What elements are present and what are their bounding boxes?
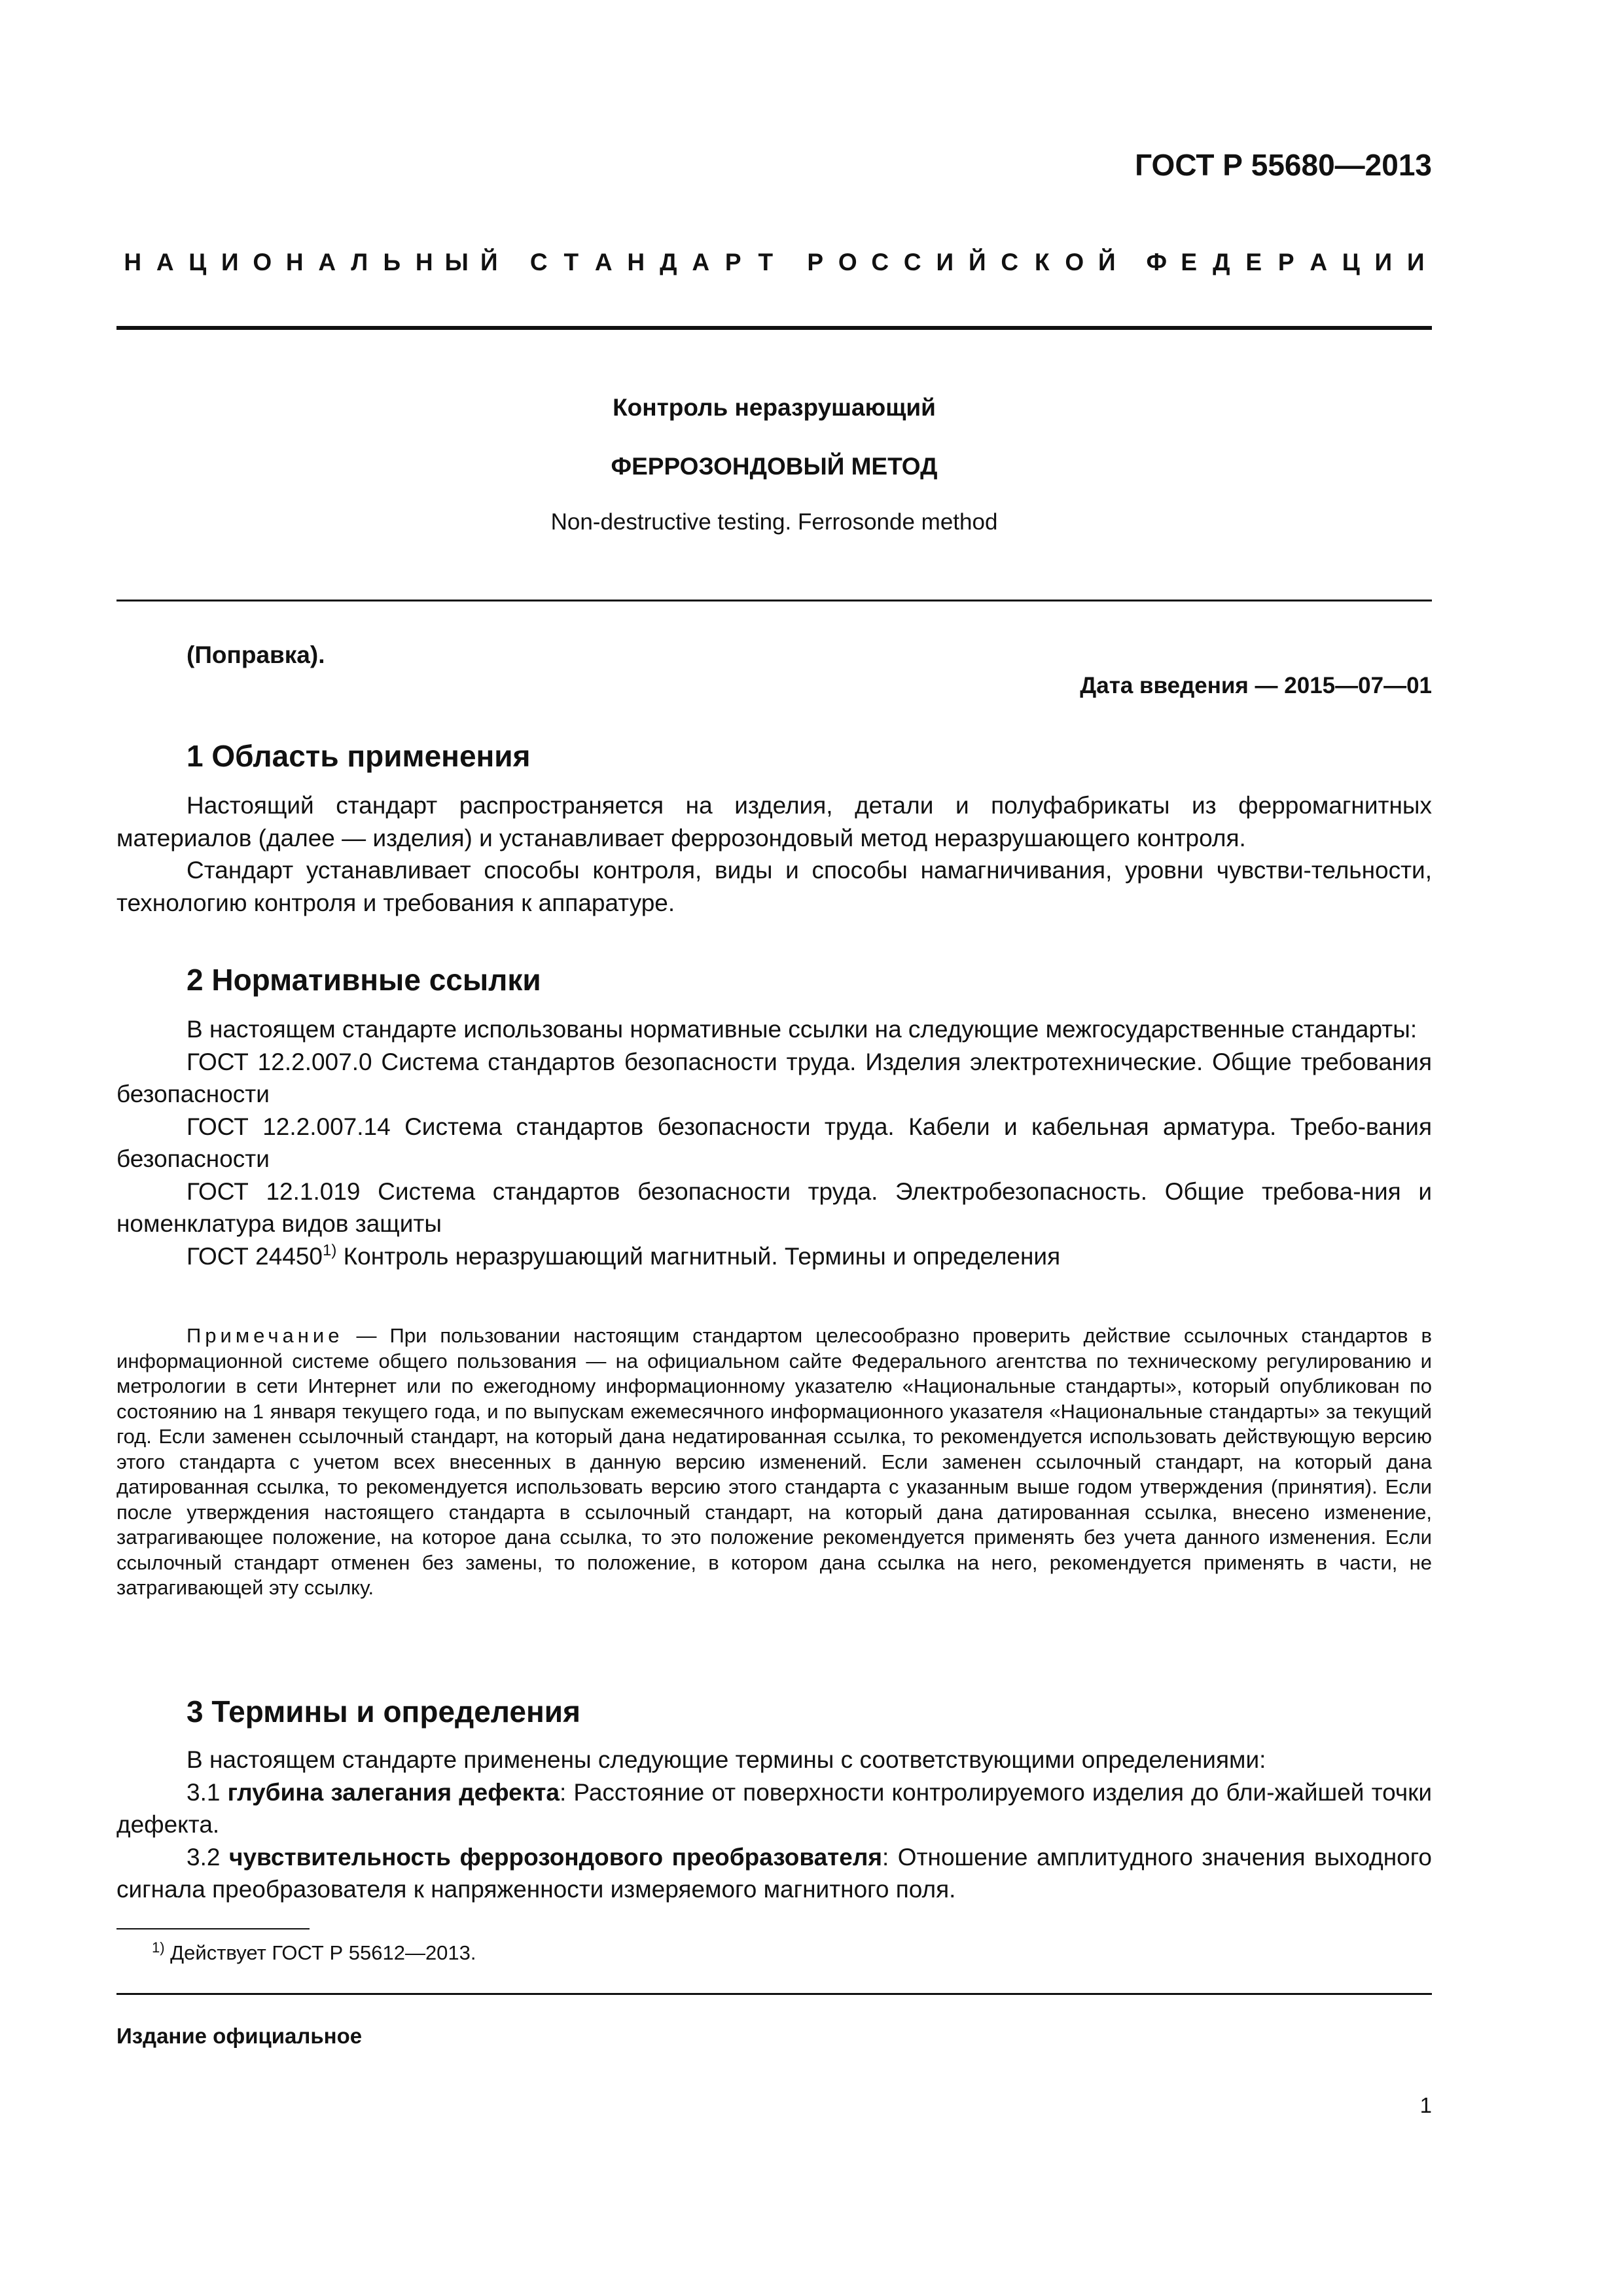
official-edition-label: Издание официальное	[116, 2024, 363, 2048]
term-definition	[116, 1841, 1432, 1906]
section-1-body	[116, 789, 1432, 919]
banner-letter: Е	[1245, 249, 1262, 276]
banner-letter: Д	[1213, 249, 1230, 276]
term-number: 3.2	[187, 1843, 229, 1871]
page-number: 1	[1419, 2093, 1432, 2117]
reference-item	[116, 1240, 1432, 1273]
footnote-text: Действует ГОСТ Р 55612—2013.	[164, 1941, 476, 1964]
footnote-marker: 1)	[323, 1241, 337, 1259]
banner-letter: Й	[968, 249, 986, 276]
banner-letter: Н	[627, 249, 645, 276]
section-3-body	[116, 1744, 1432, 1906]
national-standard-banner	[116, 249, 1432, 276]
banner-letter: А	[318, 249, 336, 276]
term-definition	[116, 1776, 1432, 1841]
section-3-heading: 3 Термины и определения	[187, 1695, 580, 1729]
footnote-divider	[116, 1928, 310, 1929]
banner-letter: Н	[285, 249, 304, 276]
reference-item: ГОСТ 12.1.019 Система стандартов безопасности труда. Электробезопасность. Общие требова-ния и номенклатура видов защиты	[116, 1177, 1432, 1237]
section-2-body	[116, 1013, 1432, 1272]
term-text: : Отношение амплитудного значения выходного сигнала преобразователя к напряженности измеряемого магнитного поля.	[116, 1843, 1432, 1903]
header-divider	[116, 326, 1432, 330]
paragraph: В настоящем стандарте использованы нормативные ссылки на следующие межгосударственные стандарты:	[187, 1016, 1418, 1043]
note-text: — При пользовании настоящим стандартом целесообразно проверить действие ссылочных стандартов в информационной системе общего пользования — на официальном сайте Федерального агентства по техническому регулированию и метрологии в сети Интернет или по ежегодному информационному указателю «Национальные стандарты», который опубликован по состоянию на 1 января текущего года, и по выпускам ежемесячного информационного указателя «Национальные стандарты» за текущий год. Если заменен ссылочный стандарт, на который дана недатированная ссылка, то рекомендуется использовать действующую версию этого стандарта с учетом всех внесенных в данную версию изменений. Если заменен ссылочный стандарт, на который дана датированная ссылка, то рекомендуется использовать версию этого стандарта с указанным выше годом утверждения (принятия). Если после утверждения настоящего стандарта в ссылочный стандарт, на который дана датированная ссылка, внесено изменение, затрагивающее положение, на которое дана ссылка, то это положение рекомендуется применять без учета данного изменения. Если ссылочный стандарт отменен без замены, то положение, в котором дана ссылка на него, рекомендуется применять в части, не затрагивающей эту ссылку.	[116, 1324, 1432, 1599]
section-1-heading: 1 Область применения	[187, 739, 531, 773]
note-label: Примечание	[187, 1324, 344, 1347]
footer-divider	[116, 1993, 1432, 1995]
banner-letter: С	[903, 249, 921, 276]
reference-item: ГОСТ 12.2.007.0 Система стандартов безопасности труда. Изделия электротехнические. Общие требования безопасности	[116, 1048, 1432, 1107]
banner-word-4	[1141, 249, 1433, 276]
banner-letter: А	[594, 249, 613, 276]
banner-letter: Н	[124, 249, 142, 276]
term-name: глубина залегания дефекта	[227, 1778, 560, 1806]
banner-letter: Й	[1097, 249, 1116, 276]
reference-item: ГОСТ 12.2.007.14 Система стандартов безопасности труда. Кабели и кабельная арматура. Требо-вания безопасности	[116, 1113, 1432, 1172]
banner-letter: А	[156, 249, 174, 276]
title-russian: Контроль неразрушающий	[613, 394, 936, 421]
banner-letter: К	[1034, 249, 1050, 276]
banner-word-3	[799, 249, 1123, 276]
banner-letter: О	[838, 249, 857, 276]
banner-letter: И	[1374, 249, 1393, 276]
banner-letter: Ц	[1342, 249, 1360, 276]
banner-letter: Ц	[188, 249, 207, 276]
title-method: ФЕРРОЗОНДОВЫЙ МЕТОД	[611, 453, 938, 480]
footnote	[152, 1941, 476, 1965]
banner-letter: А	[1310, 249, 1328, 276]
section-2-heading: 2 Нормативные ссылки	[187, 963, 541, 997]
banner-letter: О	[253, 249, 272, 276]
footnote-marker: 1)	[152, 1939, 165, 1956]
paragraph: В настоящем стандарте применены следующие термины с соответствующими определениями:	[187, 1746, 1266, 1773]
banner-letter: Т	[758, 249, 774, 276]
banner-letter: Д	[660, 249, 677, 276]
banner-letter: С	[529, 249, 548, 276]
effective-date: Дата введения — 2015—07—01	[1080, 673, 1432, 698]
banner-letter: И	[1406, 249, 1425, 276]
banner-letter: Л	[351, 249, 368, 276]
banner-letter: С	[871, 249, 889, 276]
banner-letter: Н	[415, 249, 433, 276]
banner-letter: Й	[480, 249, 498, 276]
reference-code: ГОСТ 24450	[187, 1242, 323, 1270]
banner-letter: И	[936, 249, 954, 276]
banner-word-2	[523, 249, 782, 276]
document-number: ГОСТ Р 55680—2013	[1135, 148, 1432, 182]
paragraph: Настоящий стандарт распространяется на изделия, детали и полуфабрикаты из ферромагнитных материалов (далее — изделия) и устанавливает феррозондовый метод неразрушающего контроля.	[116, 792, 1432, 852]
banner-letter: Ь	[383, 249, 401, 276]
title-english: Non-destructive testing. Ferrosonde method	[550, 509, 998, 535]
term-name: чувствительность феррозондового преобразователя	[228, 1843, 882, 1871]
amendment-note: (Поправка).	[187, 641, 325, 668]
term-text: : Расстояние от поверхности контролируемого изделия до бли-жайшей точки дефекта.	[116, 1778, 1432, 1838]
banner-letter: Е	[1181, 249, 1198, 276]
banner-letter: И	[221, 249, 239, 276]
banner-letter: О	[1065, 249, 1084, 276]
reference-note	[116, 1323, 1432, 1601]
banner-letter: Р	[807, 249, 824, 276]
banner-letter: Р	[724, 249, 741, 276]
banner-word-1	[116, 249, 505, 276]
title-divider	[116, 600, 1432, 601]
term-number: 3.1	[187, 1778, 228, 1806]
banner-letter: Ы	[444, 249, 469, 276]
banner-letter: Ф	[1146, 249, 1168, 276]
banner-letter: С	[1001, 249, 1019, 276]
reference-title: Контроль неразрушающий магнитный. Термины и определения	[336, 1242, 1061, 1270]
paragraph: Стандарт устанавливает способы контроля, виды и способы намагничивания, уровни чувстви-тельности, технологию контроля и требования к аппаратуре.	[116, 857, 1432, 916]
banner-letter: А	[692, 249, 710, 276]
banner-letter: Р	[1277, 249, 1294, 276]
banner-letter: Т	[563, 249, 579, 276]
